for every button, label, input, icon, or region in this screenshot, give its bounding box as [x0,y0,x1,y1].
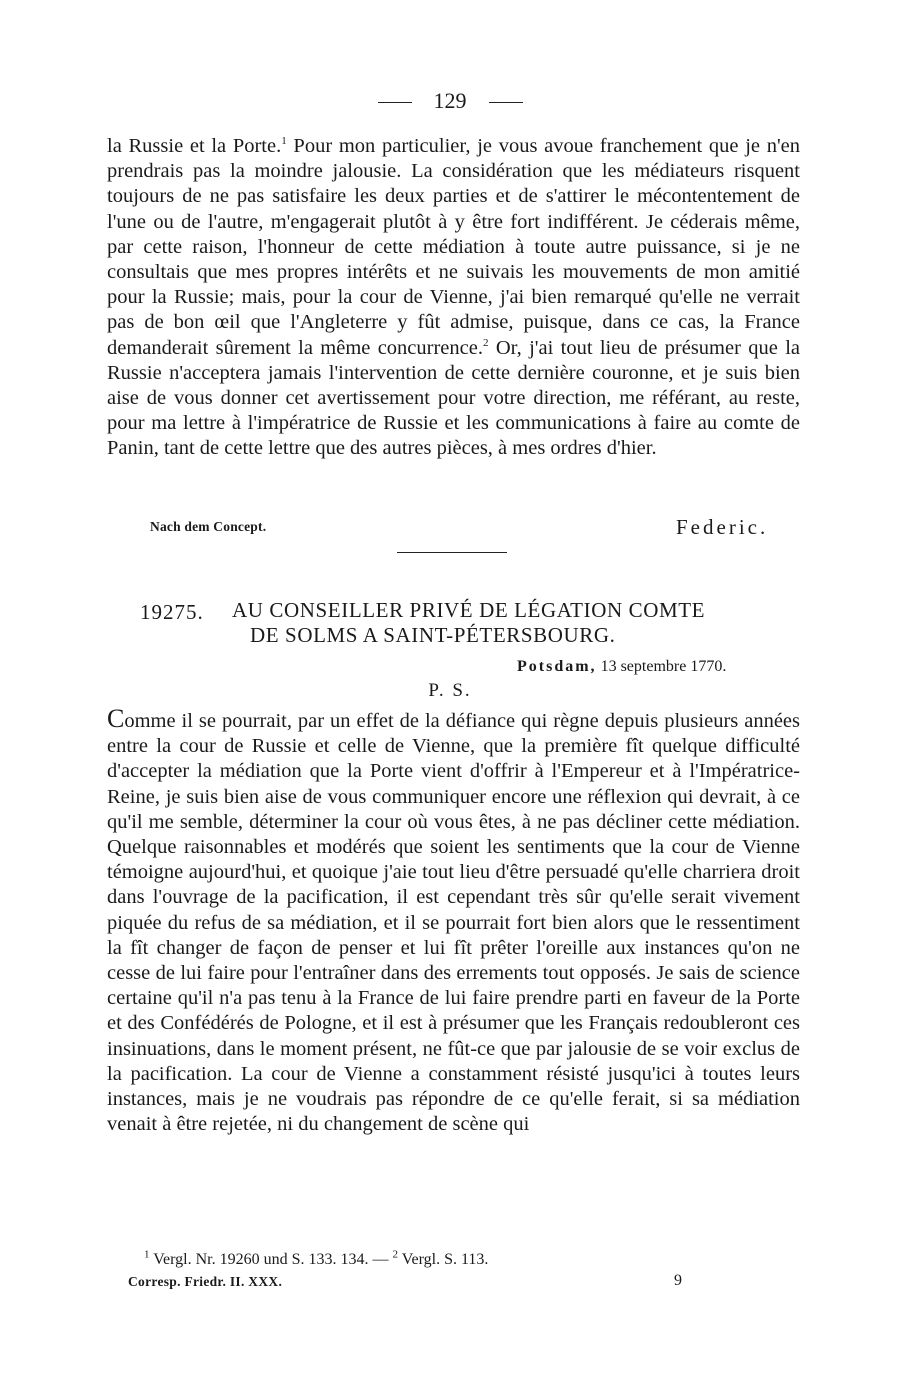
footnote-1-marker: 1 [144,1248,150,1261]
text-segment: Or, j'ai tout lieu de présumer que la Russie n'acceptera jamais l'intervention de cette dernière couronne, et je suis bien aise de vous donner cet avertissement pour votre direction, me référant, au reste, pour ma lettre à l'impératrice de Russie et les communications à faire au comte de Panin, tant de cette lettre que des autres pièces, à mes ordres d'hier. [107,336,800,460]
dateline-place: Potsdam, [517,658,597,675]
letter-body [107,706,800,1137]
letter-body-paragraph: Comme il se pourrait, par un effet de la défiance qui règne depuis plusieurs années entre la cour de Russie et celle de Vienne, que la première fît quelque difficulté d'accepter la médiation que la Porte vient d'offrir à l'Empereur et à l'Impératrice-Reine, je suis bien aise de vous communiquer encore une réflexion qui devrait, à ce qu'il me semble, déterminer la cour où vous êtes, à ne pas décliner cette médiation. Quelque raisonnables et modérés que soient les sentiments que la cour de Vienne témoigne aujourd'hui, et quoique j'aie tout lieu d'être persuadé qu'elle charriera droit dans l'ouvrage de la pacification, il est cependant très sûr qu'elle serait vivement piquée du refus de sa médiation, et il se pourrait fort bien alors que le ressentiment la fît changer de façon de penser et lui fît prêter l'oreille aux instances qu'on ne cesse de lui faire pour l'entraîner dans des errements tout opposés. Je sais de science certaine qu'il n'a pas tenu à la France de lui faire prendre parti en faveur de la Porte et des Confédérés de Pologne, et il est à présumer que les Français redoubleront ces insinuations, dans le moment présent, ne fût-ce que par jalousie de se voir exclus de la pacification. La cour de Vienne a constamment résisté jusqu'ici à toutes leurs instances, mais je ne voudrais pas répondre de ce qu'elle ferait, si sa médiation venait à être rejetée, ni du changement de scène qui [107,704,800,1136]
text-segment: la Russie et la Porte. [107,135,282,157]
letter-title-line-1: AU CONSEILLER PRIVÉ DE LÉGATION COMTE [232,598,706,622]
footnotes [144,1248,489,1269]
postscript-label: P. S. [428,680,472,701]
letter-number: 19275. [140,600,204,624]
signature: Federic. [676,515,769,539]
page-header [0,88,900,114]
footnote-marker-2: 2 [482,336,489,349]
section-separator [397,552,507,553]
footnote-2-text: Vergl. S. 113. [397,1251,489,1268]
footnote-marker-1: 1 [281,135,287,148]
page-number: 129 [433,88,467,113]
page-footer [128,1274,698,1290]
footnote-2-marker: 2 [392,1248,398,1261]
text-segment: Pour mon particulier, je vous avoue franchement que je n'en prendrais pas la moindre jalousie. La considération que les médiateurs risquent toujours de ne pas satisfaire les deux parties et de s'attirer le mécontentement de l'une ou de l'autre, m'engagerait plutôt à y être fort indifférent. Je céderais même, par cette raison, l'honneur de cette médiation à toute autre puissance, si je ne consultais que mes propres intérêts et ne suivais les mouvements de mon amitié pour la Russie; mais, pour la cour de Vienne, j'ai bien remarqué qu'elle ne verrait pas de bon œil que l'Angleterre y fût admise, puisque, dans ce cas, la France demanderait sûrement la même concurrence. [107,135,800,359]
source-note: Nach dem Concept. [150,519,267,534]
footnote-1-text: Vergl. Nr. 19260 und S. 133. 134. — [149,1251,393,1268]
header-rule-left [378,102,412,103]
dateline [517,658,726,676]
dateline-date: 13 septembre 1770. [596,658,727,675]
signature-mark: 9 [674,1272,683,1289]
letter-continuation-text [107,134,800,462]
volume-reference: Corresp. Friedr. II. XXX. [128,1274,283,1289]
header-rule-right [489,102,523,103]
letter-title-line-2: DE SOLMS A SAINT-PÉTERSBOURG. [250,623,616,647]
